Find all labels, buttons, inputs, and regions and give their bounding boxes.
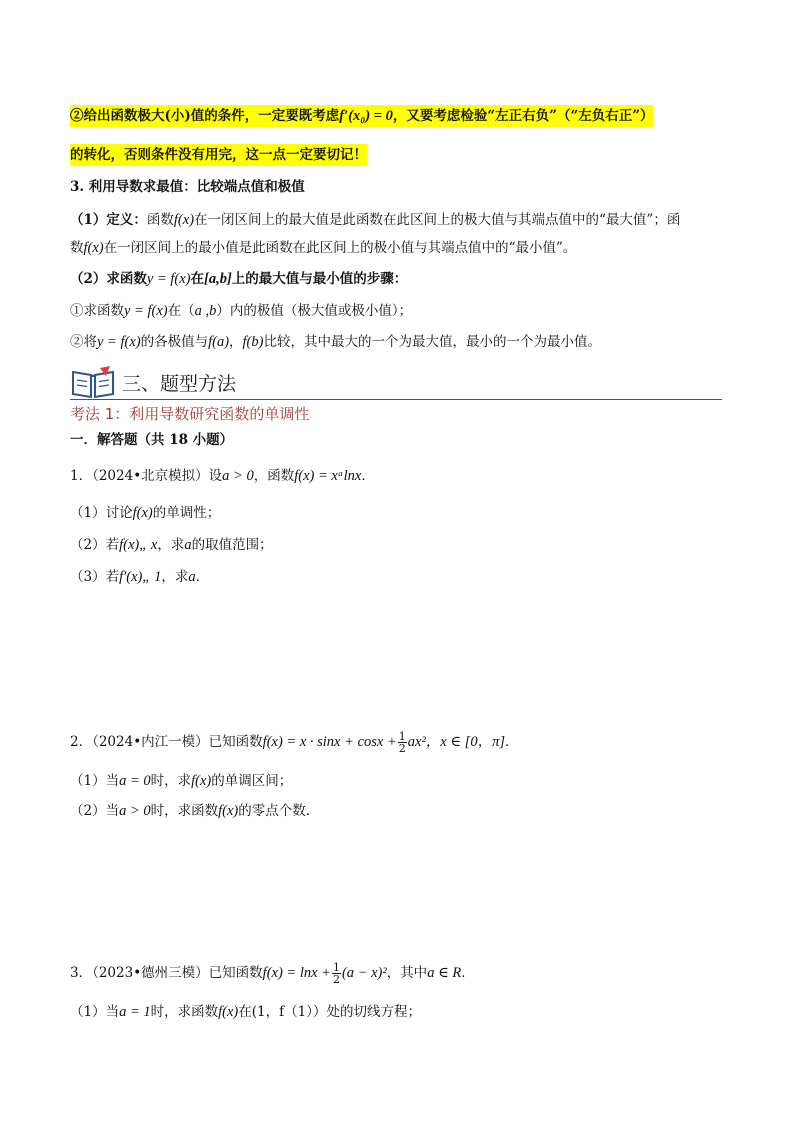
note2-line2-text: 的转化，否则条件没有用完，这一点一定要切记！ bbox=[70, 144, 367, 166]
p1-mid: ，函数 bbox=[253, 468, 295, 484]
step1-text-a: ①求函数 bbox=[70, 303, 124, 319]
p2-q1-a: （1）当 bbox=[70, 773, 120, 789]
subhead: 一．解答题（共 18 小题） bbox=[70, 432, 234, 448]
steps-interval: [a,b] bbox=[204, 271, 232, 287]
p2-q2-c: 的零点个数． bbox=[238, 803, 320, 819]
step2-fb: f(b) bbox=[242, 334, 264, 350]
p2-frac-num: 1 bbox=[398, 730, 406, 743]
step2-text-b: 的各极值与 bbox=[140, 334, 209, 350]
p2-fraction bbox=[398, 731, 407, 754]
problem2-q2 bbox=[70, 801, 319, 821]
step2-text-a: ②将 bbox=[70, 334, 97, 350]
p1-q3-expr: f′(x)„ 1 bbox=[119, 569, 162, 585]
p3-frac-den: 2 bbox=[332, 973, 340, 986]
p2-end: ． bbox=[505, 734, 519, 750]
p1-func: f(x) = xᵃlnx bbox=[294, 468, 362, 484]
p2-q1-cond: a = 0 bbox=[119, 773, 151, 789]
p3-q1-fx: f(x) bbox=[218, 1004, 239, 1020]
p2-q2-cond: a > 0 bbox=[119, 803, 151, 819]
open-book-icon bbox=[70, 364, 116, 400]
step1 bbox=[70, 301, 412, 321]
section-title: 三、题型方法 bbox=[122, 373, 237, 395]
p3-cond: a ∈ R bbox=[427, 965, 462, 981]
def-text-b2: 在一闭区间上的最小值是此函数在此区间上的极小值与其端点值中的“最小值”。 bbox=[103, 240, 577, 256]
def-text-b1: 数 bbox=[70, 240, 84, 256]
p2-func-a: f(x) = x · sinx + cosx + bbox=[262, 734, 397, 750]
item3-def-line1 bbox=[70, 210, 680, 230]
def-label: （1）定义： bbox=[70, 212, 147, 228]
problem2-q1 bbox=[70, 771, 292, 791]
p1-q3-c: ． bbox=[195, 569, 210, 585]
p3-q1-c: 在(1， bbox=[238, 1004, 280, 1020]
step2-text-d: 比较，其中最大的一个为最大值，最小的一个为最小值。 bbox=[263, 334, 601, 350]
p2-q1-c: 的单调区间； bbox=[211, 773, 293, 789]
step1-text-b: 在（ bbox=[167, 303, 195, 319]
step2-expr: y = f(x) bbox=[97, 334, 141, 350]
p2-q1-b: 时，求 bbox=[150, 773, 192, 789]
step2-text-c: ， bbox=[229, 334, 243, 350]
def-text-a2: 在一闭区间上的最大值是此函数在此区间上的极大值与其端点值中的“最大值”；函 bbox=[194, 212, 681, 228]
p2-q2-b: 时，求函数 bbox=[150, 803, 219, 819]
note2-part-a: ②给出函数极大(小)值的条件，一定要既考虑 bbox=[70, 105, 339, 127]
problem1-q1 bbox=[70, 503, 220, 523]
p3-func-a: f(x) = lnx + bbox=[262, 965, 331, 981]
def-fx-1: f(x) bbox=[173, 212, 195, 228]
step1-expr: y = f(x) bbox=[124, 303, 168, 319]
p1-q1-fx: f(x) bbox=[132, 505, 153, 521]
p2-q2-fx: f(x) bbox=[218, 803, 239, 819]
p3-fraction bbox=[332, 962, 341, 985]
problem1-q2 bbox=[70, 535, 273, 555]
p2-frac-den: 2 bbox=[398, 742, 406, 755]
p1-q3-b: ，求 bbox=[161, 569, 189, 585]
p1-lead: 1．（2024•北京模拟）设 bbox=[70, 468, 223, 484]
p1-cond: a > 0 bbox=[222, 468, 254, 484]
method-heading: 考法 1：利用导数研究函数的单调性 bbox=[70, 405, 310, 423]
problem1-stem bbox=[70, 466, 375, 486]
problem3-q1 bbox=[70, 1002, 421, 1022]
p1-q2-a-var: a bbox=[184, 537, 192, 553]
p3-q1-b: 时，求函数 bbox=[150, 1004, 219, 1020]
steps-expr: y = f(x) bbox=[146, 271, 191, 287]
problem1-q3 bbox=[70, 567, 209, 587]
note2-part-b: ，又要考虑检验“左正右负”（“左负右正”） bbox=[393, 105, 654, 127]
p1-q3-a-var: a bbox=[188, 569, 196, 585]
def-text-a1: 函数 bbox=[146, 212, 174, 228]
p2-func-b: ax² bbox=[407, 734, 426, 750]
p2-lead: 2．（2024•内江一模）已知函数 bbox=[70, 734, 263, 750]
note2-line2 bbox=[70, 145, 367, 165]
step1-text-c: ）内的极值（极大值或极小值）； bbox=[216, 303, 413, 319]
p3-q1-cond: a = 1 bbox=[119, 1004, 151, 1020]
step2-fa: f(a) bbox=[208, 334, 230, 350]
p1-q2-c: 的取值范围； bbox=[191, 537, 273, 553]
p3-func-b: (a − x)² bbox=[341, 965, 387, 981]
p2-q1-fx: f(x) bbox=[191, 773, 212, 789]
p2-domain: ，x ∈ [0，π] bbox=[425, 734, 505, 750]
p3-mid: ，其中 bbox=[386, 965, 428, 981]
steps-text-a: （2）求函数 bbox=[70, 271, 147, 287]
p3-lead: 3．（2023•德州三模）已知函数 bbox=[70, 965, 263, 981]
note2-expr: f′(x₀) = 0 bbox=[339, 105, 393, 127]
steps-text-b: 在 bbox=[190, 271, 204, 287]
item3-def-line2 bbox=[70, 238, 576, 258]
step2 bbox=[70, 332, 601, 352]
problem3-stem bbox=[70, 962, 475, 985]
p3-end: ． bbox=[461, 965, 475, 981]
p1-end: ． bbox=[361, 468, 375, 484]
problem2-stem bbox=[70, 731, 519, 754]
def-fx-2: f(x) bbox=[83, 240, 104, 256]
p1-q3-a: （3）若 bbox=[70, 569, 120, 585]
note2-line1 bbox=[70, 106, 653, 126]
p2-q2-a: （2）当 bbox=[70, 803, 120, 819]
p1-q1-a: （1）讨论 bbox=[70, 505, 133, 521]
item3-heading: 3. 利用导数求最值：比较端点值和极值 bbox=[70, 179, 305, 195]
p1-q2-b: ，求 bbox=[157, 537, 185, 553]
p1-q2-a: （2）若 bbox=[70, 537, 120, 553]
item3-steps-heading bbox=[70, 269, 407, 289]
p3-q1-a: （1）当 bbox=[70, 1004, 120, 1020]
p1-q2-expr: f(x)„ x bbox=[119, 537, 158, 553]
p3-q1-d: f（1））处的切线方程； bbox=[279, 1004, 421, 1020]
section-divider bbox=[70, 399, 722, 400]
step1-ab: a ,b bbox=[194, 303, 217, 319]
steps-text-c: 上的最大值与最小值的步骤： bbox=[231, 271, 408, 287]
p3-frac-num: 1 bbox=[332, 961, 340, 974]
p1-q1-b: 的单调性； bbox=[152, 505, 221, 521]
